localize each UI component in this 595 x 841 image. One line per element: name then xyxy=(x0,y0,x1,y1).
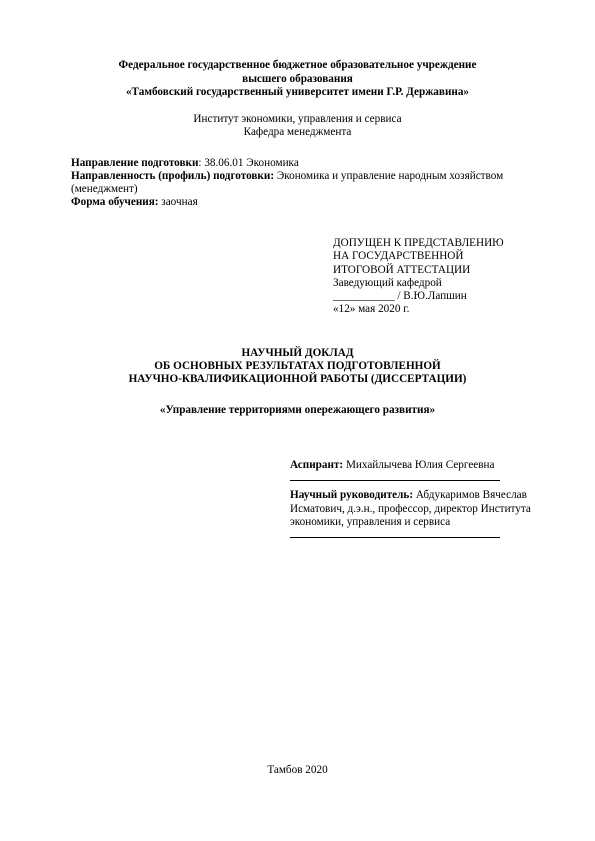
direction-row xyxy=(71,157,531,170)
department-name: Кафедра менеджмента xyxy=(243,126,352,138)
form-value: заочная xyxy=(158,196,198,208)
profile-value: Экономика и управление народным хозяйством xyxy=(274,170,504,182)
organization-header xyxy=(0,59,595,100)
approval-block xyxy=(333,237,573,317)
supervisor-name: Абдукаримов Вячеслав xyxy=(413,489,527,502)
form-label: Форма обучения: xyxy=(71,196,159,208)
signatures-block xyxy=(290,459,560,546)
supervisor-details-2: экономики, управления и сервиса xyxy=(290,515,451,528)
approval-date: «12» мая 2020 г. xyxy=(333,303,410,316)
institute-block xyxy=(0,113,595,139)
direction-label: Направление подготовки xyxy=(71,157,199,169)
supervisor-row xyxy=(290,489,560,502)
approval-line-1: ДОПУЩЕН К ПРЕДСТАВЛЕНИЮ xyxy=(333,237,504,249)
supervisor-row-3 xyxy=(290,516,560,529)
supervisor-details-1: Исматович, д.э.н., профессор, директор Института xyxy=(290,502,531,515)
organization-line-3: «Тамбовский государственный университет имени Г.Р. Державина» xyxy=(125,86,470,98)
supervisor-row-2 xyxy=(290,503,560,516)
institute-name: Институт экономики, управления и сервиса xyxy=(193,113,402,125)
footer-city-year: Тамбов 2020 xyxy=(267,764,328,776)
approval-head-title: Заведующий кафедрой xyxy=(333,276,442,289)
report-topic: «Управление территориями опережающего развития» xyxy=(159,404,436,416)
profile-row xyxy=(71,170,531,183)
approval-line-2: НА ГОСУДАРСТВЕННОЙ xyxy=(333,250,464,263)
report-title-line-1: НАУЧНЫЙ ДОКЛАД xyxy=(241,347,354,359)
student-label: Аспирант: xyxy=(290,459,344,471)
report-title-line-2: ОБ ОСНОВНЫХ РЕЗУЛЬТАТАХ ПОДГОТОВЛЕННОЙ xyxy=(154,360,441,372)
direction-value: : 38.06.01 Экономика xyxy=(198,157,299,169)
report-title xyxy=(0,347,595,386)
organization-line-1: Федеральное государственное бюджетное образовательное учреждение xyxy=(118,59,477,71)
student-row xyxy=(290,459,560,472)
organization-line-2: высшего образования xyxy=(242,72,353,85)
supervisor-signature-line xyxy=(290,529,500,538)
profile-label: Направленность (профиль) подготовки: xyxy=(71,170,275,182)
report-title-line-3: НАУЧНО-КВАЛИФИКАЦИОННОЙ РАБОТЫ (ДИССЕРТАЦИИ) xyxy=(128,373,467,385)
form-row xyxy=(71,196,531,209)
profile-row-continued xyxy=(71,183,531,196)
approval-line-3: ИТОГОВОЙ АТТЕСТАЦИИ xyxy=(333,263,471,276)
student-signature-line xyxy=(290,472,500,481)
supervisor-label: Научный руководитель: xyxy=(290,489,414,502)
profile-value-continued: (менеджмент) xyxy=(71,183,138,195)
approval-signature-line: ___________ / В.Ю.Лапшин xyxy=(333,290,467,303)
student-name: Михайлычева Юлия Сергеевна xyxy=(343,459,495,471)
program-info xyxy=(71,157,531,209)
